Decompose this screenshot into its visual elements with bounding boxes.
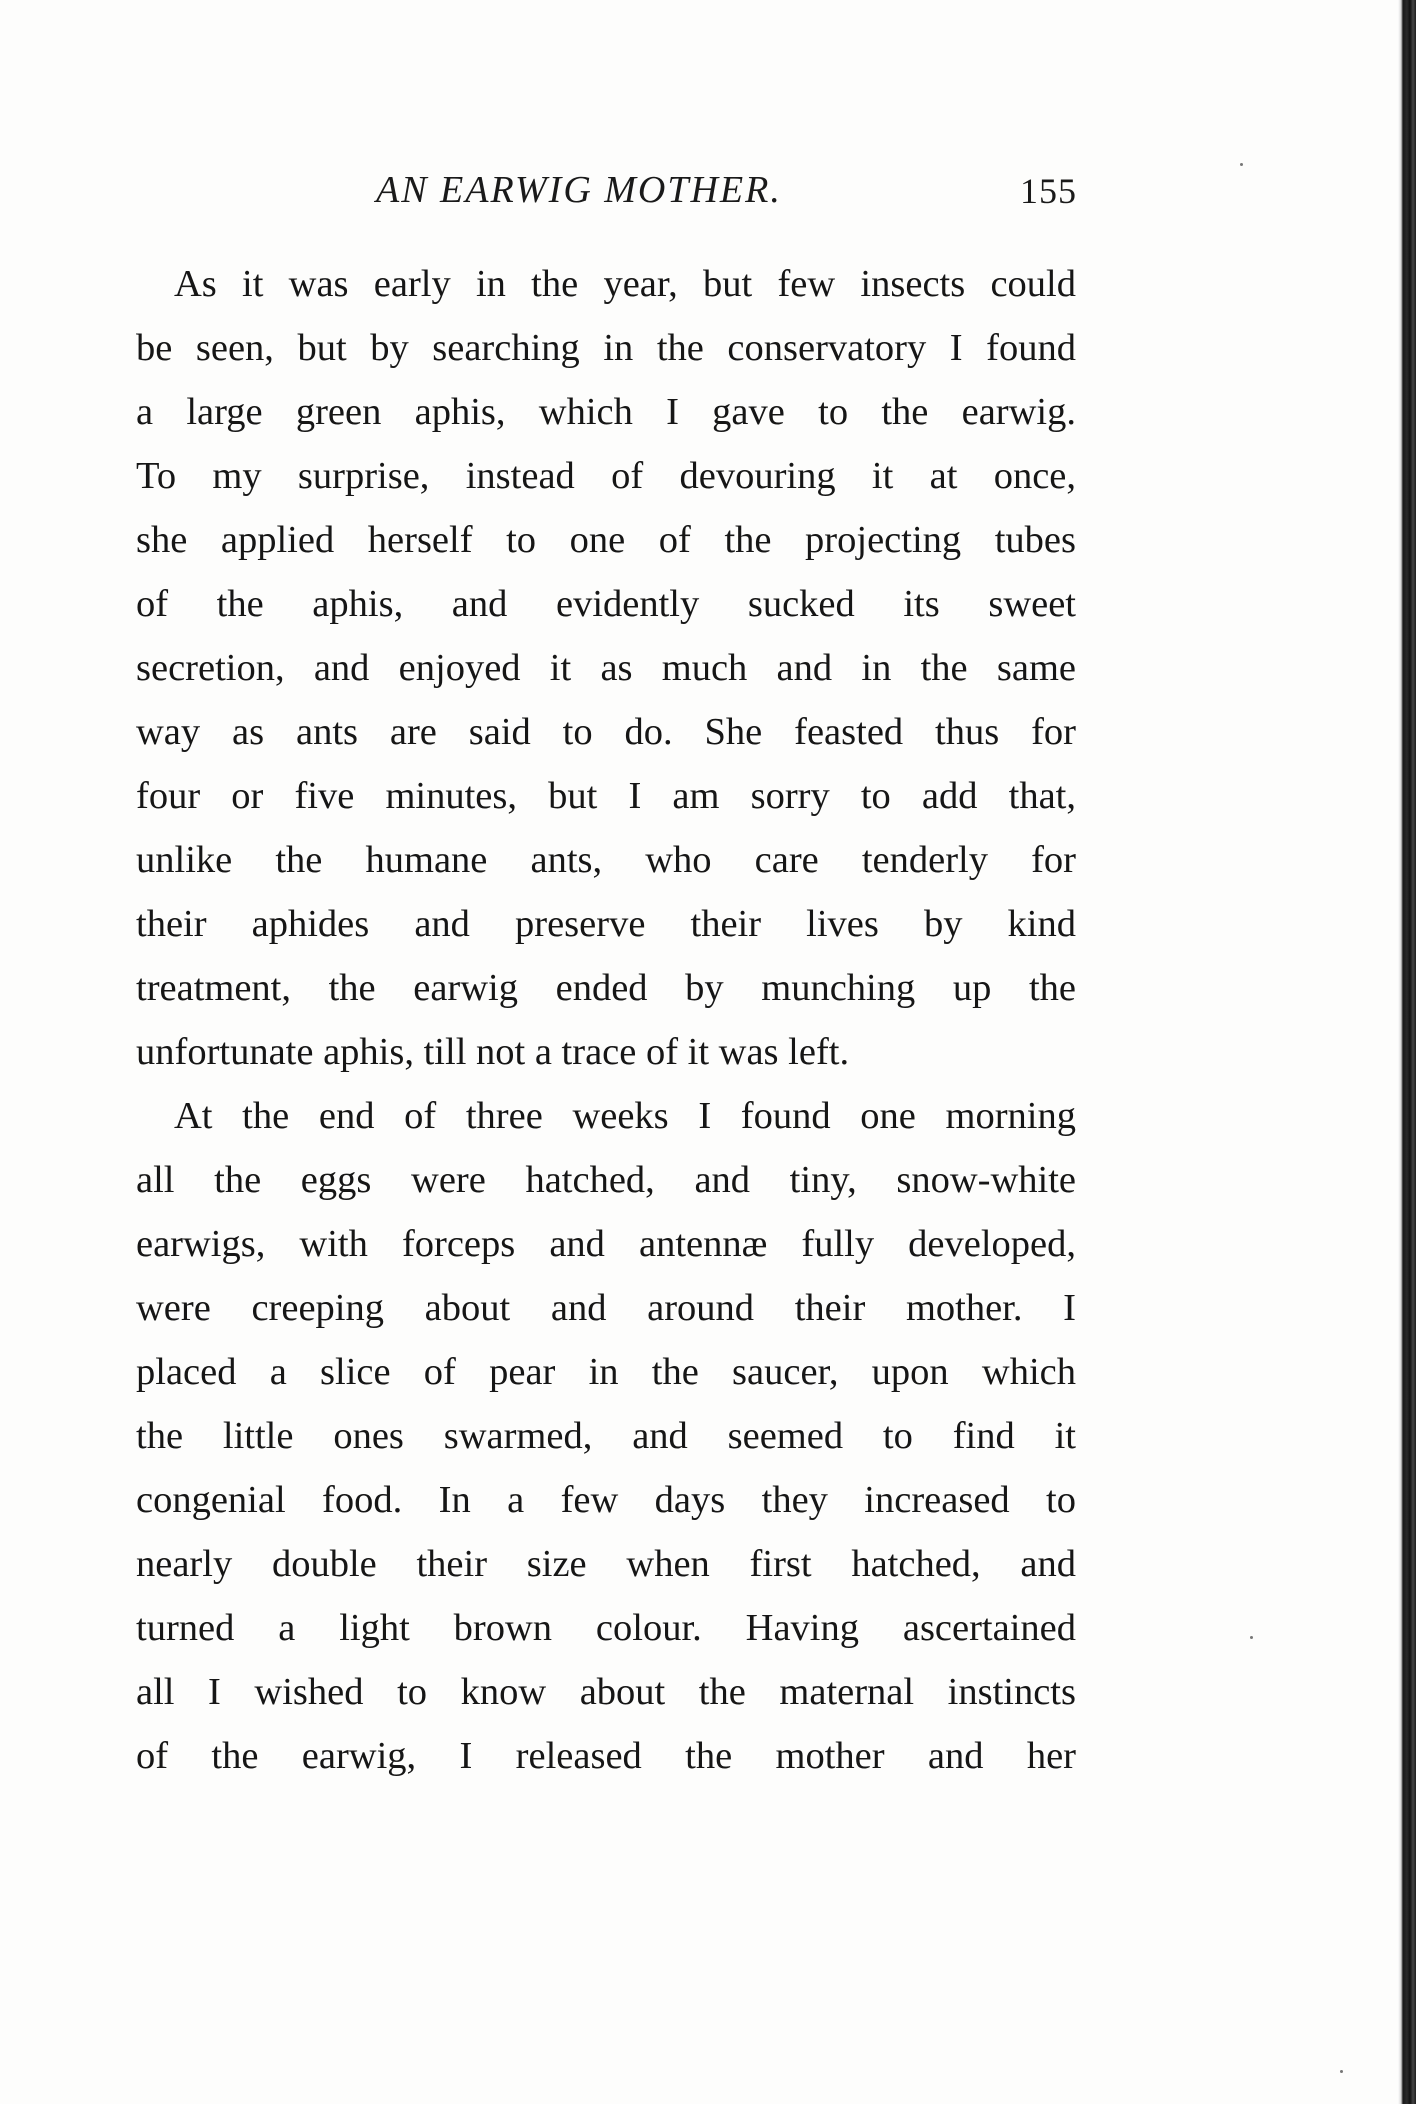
book-binding-edge bbox=[1398, 0, 1416, 2104]
text-line: unfortunate aphis, till not a trace of it was left. bbox=[136, 1031, 850, 1073]
paragraph-2 bbox=[136, 1084, 1076, 1788]
text-line: the little ones swarmed, and seemed to find it bbox=[136, 1415, 1076, 1457]
paragraph-1 bbox=[136, 252, 1076, 1084]
text-line: nearly double their size when first hatched, and bbox=[136, 1543, 1076, 1585]
text-line: their aphides and preserve their lives by kind bbox=[136, 903, 1076, 945]
text-line: be seen, but by searching in the conservatory I found bbox=[136, 327, 1076, 369]
text-line: turned a light brown colour. Having ascertained bbox=[136, 1607, 1076, 1649]
text-line: earwigs, with forceps and antennæ fully developed, bbox=[136, 1223, 1076, 1265]
text-line: were creeping about and around their mother. I bbox=[136, 1287, 1076, 1329]
text-line: As it was early in the year, but few insects could bbox=[174, 263, 1076, 305]
text-line: To my surprise, instead of devouring it at once, bbox=[136, 455, 1076, 497]
text-line: way as ants are said to do. She feasted thus for bbox=[136, 711, 1076, 753]
text-line: placed a slice of pear in the saucer, upon which bbox=[136, 1351, 1076, 1393]
text-line: all I wished to know about the maternal instincts bbox=[136, 1671, 1076, 1713]
text-line: of the aphis, and evidently sucked its sweet bbox=[136, 583, 1076, 625]
running-title: AN EARWIG MOTHER. bbox=[376, 169, 782, 211]
text-line: secretion, and enjoyed it as much and in the same bbox=[136, 647, 1076, 689]
text-line: four or five minutes, but I am sorry to add that, bbox=[136, 775, 1076, 817]
text-line: all the eggs were hatched, and tiny, snow-white bbox=[136, 1159, 1076, 1201]
page-number: 155 bbox=[1020, 171, 1077, 211]
text-line: congenial food. In a few days they increased to bbox=[136, 1479, 1076, 1521]
text-line: a large green aphis, which I gave to the earwig. bbox=[136, 391, 1076, 433]
page-header bbox=[360, 168, 1110, 228]
paper-speck bbox=[1250, 1636, 1253, 1639]
body-text bbox=[136, 252, 1076, 1788]
text-line: treatment, the earwig ended by munching up the bbox=[136, 967, 1076, 1009]
paper-speck bbox=[1240, 163, 1243, 166]
text-line: of the earwig, I released the mother and her bbox=[136, 1735, 1076, 1777]
text-line: she applied herself to one of the projecting tubes bbox=[136, 519, 1076, 561]
text-line: unlike the humane ants, who care tenderly for bbox=[136, 839, 1076, 881]
text-line: At the end of three weeks I found one morning bbox=[174, 1095, 1076, 1137]
paper-speck bbox=[1340, 2070, 1343, 2073]
